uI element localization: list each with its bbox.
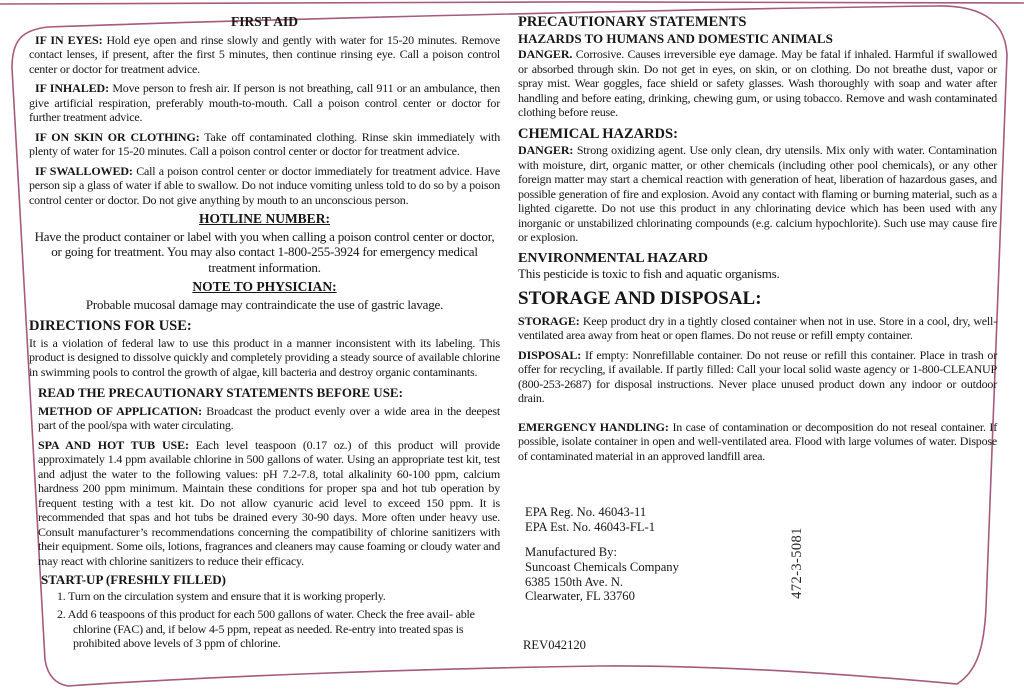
read-statements-heading: READ THE PRECAUTIONARY STATEMENTS BEFORE USE: [38,385,403,401]
first-aid-swallowed [29,164,500,208]
method-label: METHOD OF APPLICATION: [38,403,203,418]
chemical-danger-text: Strong oxidizing agent. Use only clean, dry utensils. Mix only with water. Contamination with moisture, dirt, organic matter, or other chemicals (including other pool chemicals), or any other foreign matter may start a chemical reaction with generation of heat, liberation of hazardous gases, and possible generation of fire and explosion. Avoid any contact with flaming or burning material, such as a lighted cigarette. Do not use this product in any chlorinating device which has been used with any inorganic or unstabilized chlorinating compounds (e.g. calcium hypochlorite). Such use may cause fire or explosion. [518,143,997,244]
directions-title: DIRECTIONS FOR USE: [29,318,192,335]
precautionary-danger-text: Corrosive. Causes irreversible eye damage. May be fatal if inhaled. Harmful if swallowed or absorbed through skin. Do not get in eyes, on skin, or on clothing. Do not breathe dust, vapor or spray mist. Wear goggles, face shield or safety glasses. Wash thoroughly with soap and water after handling and before eating, drinking, chewing gum, or using tobacco. Remove and wash contaminated clothing before reuse. [518,47,997,119]
left-column [29,15,500,655]
startup-item-1: 1. Turn on the circulation system and ensure that it is working properly. [57,588,386,603]
epa-est-number: EPA Est. No. 46043-FL-1 [525,520,656,534]
emergency-handling-label: EMERGENCY HANDLING: [518,419,669,434]
first-aid-eyes [29,33,500,77]
precautionary-danger-label: DANGER. [518,47,573,61]
disposal-text: If empty: Nonrefillable container. Do not reuse or refill this container. Place in trash or offer for recycling, if available. If partly filled: Call your local solid waste agency or 1-800-CLEANUP (800-253-2687) for disposal instructions. Never place unused product down any indoor or outdoor drain. [518,347,997,405]
first-aid-inhaled-text: Move person to fresh air. If person is not breathing, call 911 or an ambulance, then give artificial respiration, preferably mouth-to-mouth. Call a poison control center or doctor for further treatment advice. [29,81,500,124]
hazards-subtitle: HAZARDS TO HUMANS AND DOMESTIC ANIMALS [518,30,833,46]
manufacturer-city: Clearwater, FL 33760 [525,589,635,604]
first-aid-inhaled-label: IF INHALED: [35,81,109,95]
emergency-handling-text: In case of contamination or decomposition do not reseal container. If possible, isolate container in open and well-ventilated area. Flood with large volumes of water. Dispose of contaminated material in an approved landfill area. [518,419,997,463]
storage-label: STORAGE: [518,313,580,328]
manufacturer-block [525,545,679,604]
first-aid-eyes-label: IF IN EYES: [35,32,103,47]
directions-text: It is a violation of federal law to use this product in a manner inconsistent with its labeling. This product is designed to dissolve quickly and completely providing a steady source of available chlorine in swimming pools to control the growth of algae, kill bacteria and destroy organic contaminants. [29,335,500,379]
note-to-physician-title: NOTE TO PHYSICIAN: [192,279,337,295]
hotline-text: Have the product container or label with you when calling a poison control center or doctor, or going for treatment. You may also contact 1-800-255-3924 for emergency medical treatment information. [34,228,495,275]
manufactured-by-label: Manufactured By: [525,545,617,559]
environmental-hazard-text: This pesticide is toxic to fish and aquatic organisms. [518,266,780,281]
storage-text: Keep product dry in a tightly closed container when not in use. Store in a cool, dry, well-ventilated area away from heat or open flames. Do not reuse or refill empty container. [518,313,997,342]
method-text: Broadcast the product evenly over a wide area in the deepest part of the pool/spa with water circulating. [38,403,500,433]
first-aid-swallowed-label: IF SWALLOWED: [35,163,133,178]
precautionary-danger [518,47,997,120]
right-column [518,15,997,468]
first-aid-skin [29,130,500,159]
hotline-title: HOTLINE NUMBER: [199,211,330,226]
precautionary-title: PRECAUTIONARY STATEMENTS [518,14,747,30]
spa-text: Each level teaspoon (0.17 oz.) of this product will provide approximately 1.4 ppm available chlorine in 500 gallons of water. Using an appropriate test kit, test and adjust the water to the following values: pH 7.2-7.8, total alkalinity 60-100 ppm, calcium hardness 200 ppm minimum. Maintain these conditions for proper spa and hot tub operation by frequent testing with a test kit. Do not allow cyanuric acid level to exceed 150 ppm. It is recommended that spas and hot tubs be drained every 30-90 days. More often under heavy use. Consult manufacturer’s recommendations concerning the compatibility of chlorine sanitizers with their equipment. Some oils, lotions, fragrances and cleaners may cause foaming or cloudy water and may react with chlorine sanitizers to reduce their efficacy. [38,437,500,568]
chemical-danger-label: DANGER: [518,143,574,157]
first-aid-swallowed-text: Call a poison control center or doctor immediately for treatment advice. Have person sip a glass of water if able to swallow. Do not induce vomiting unless told to do so by a poison control center or doctor. Do not give anything by mouth to an unconscious person. [29,163,500,207]
revision-code: REV042120 [523,638,586,652]
note-to-physician-text: Probable mucosal damage may contraindicate the use of gastric lavage. [85,296,444,312]
first-aid-eyes-text: Hold eye open and rinse slowly and gently with water for 15-20 minutes. Remove contact lenses, if present, after the first 5 minutes, then continue rinsing eye. Call a poison control center or doctor for treatment advice. [29,32,500,76]
startup-item-2: 2. Add 6 teaspoons of this product for each 500 gallons of water. Check the free avail- able chlorine (FAC) and, if below 4-5 ppm, repeat as needed. Re-entry into treated spas is prohibited above levels of 3 ppm of chlorine. [57,607,475,651]
disposal-paragraph [518,348,997,406]
first-aid-inhaled [29,81,500,125]
epa-registration-block [525,505,655,535]
chemical-hazards-title: CHEMICAL HAZARDS: [518,125,678,142]
startup-list [29,589,500,651]
chemical-danger [518,143,997,245]
method-of-application [29,404,500,433]
emergency-handling-paragraph [518,420,997,464]
vertical-part-number: 472-3-5081 [789,527,805,599]
startup-title: START-UP (FRESHLY FILLED) [41,572,226,588]
first-aid-title: FIRST AID [231,14,298,29]
environmental-hazard-title: ENVIRONMENTAL HAZARD [518,250,708,266]
spa-hot-tub-use [29,438,500,569]
first-aid-skin-text: Take off contaminated clothing. Rinse skin immediately with plenty of water for 15-20 minutes. Call a poison control center or doctor for treatment advice. [29,129,500,158]
epa-reg-number: EPA Reg. No. 46043-11 [525,505,647,519]
storage-paragraph [518,314,997,343]
disposal-label: DISPOSAL: [518,347,582,362]
manufacturer-name: Suncoast Chemicals Company [525,559,679,574]
first-aid-skin-label: IF ON SKIN OR CLOTHING: [35,129,200,144]
storage-disposal-title: STORAGE AND DISPOSAL: [518,287,762,309]
spa-label: SPA AND HOT TUB USE: [38,437,189,452]
manufacturer-street: 6385 150th Ave. N. [525,574,624,589]
